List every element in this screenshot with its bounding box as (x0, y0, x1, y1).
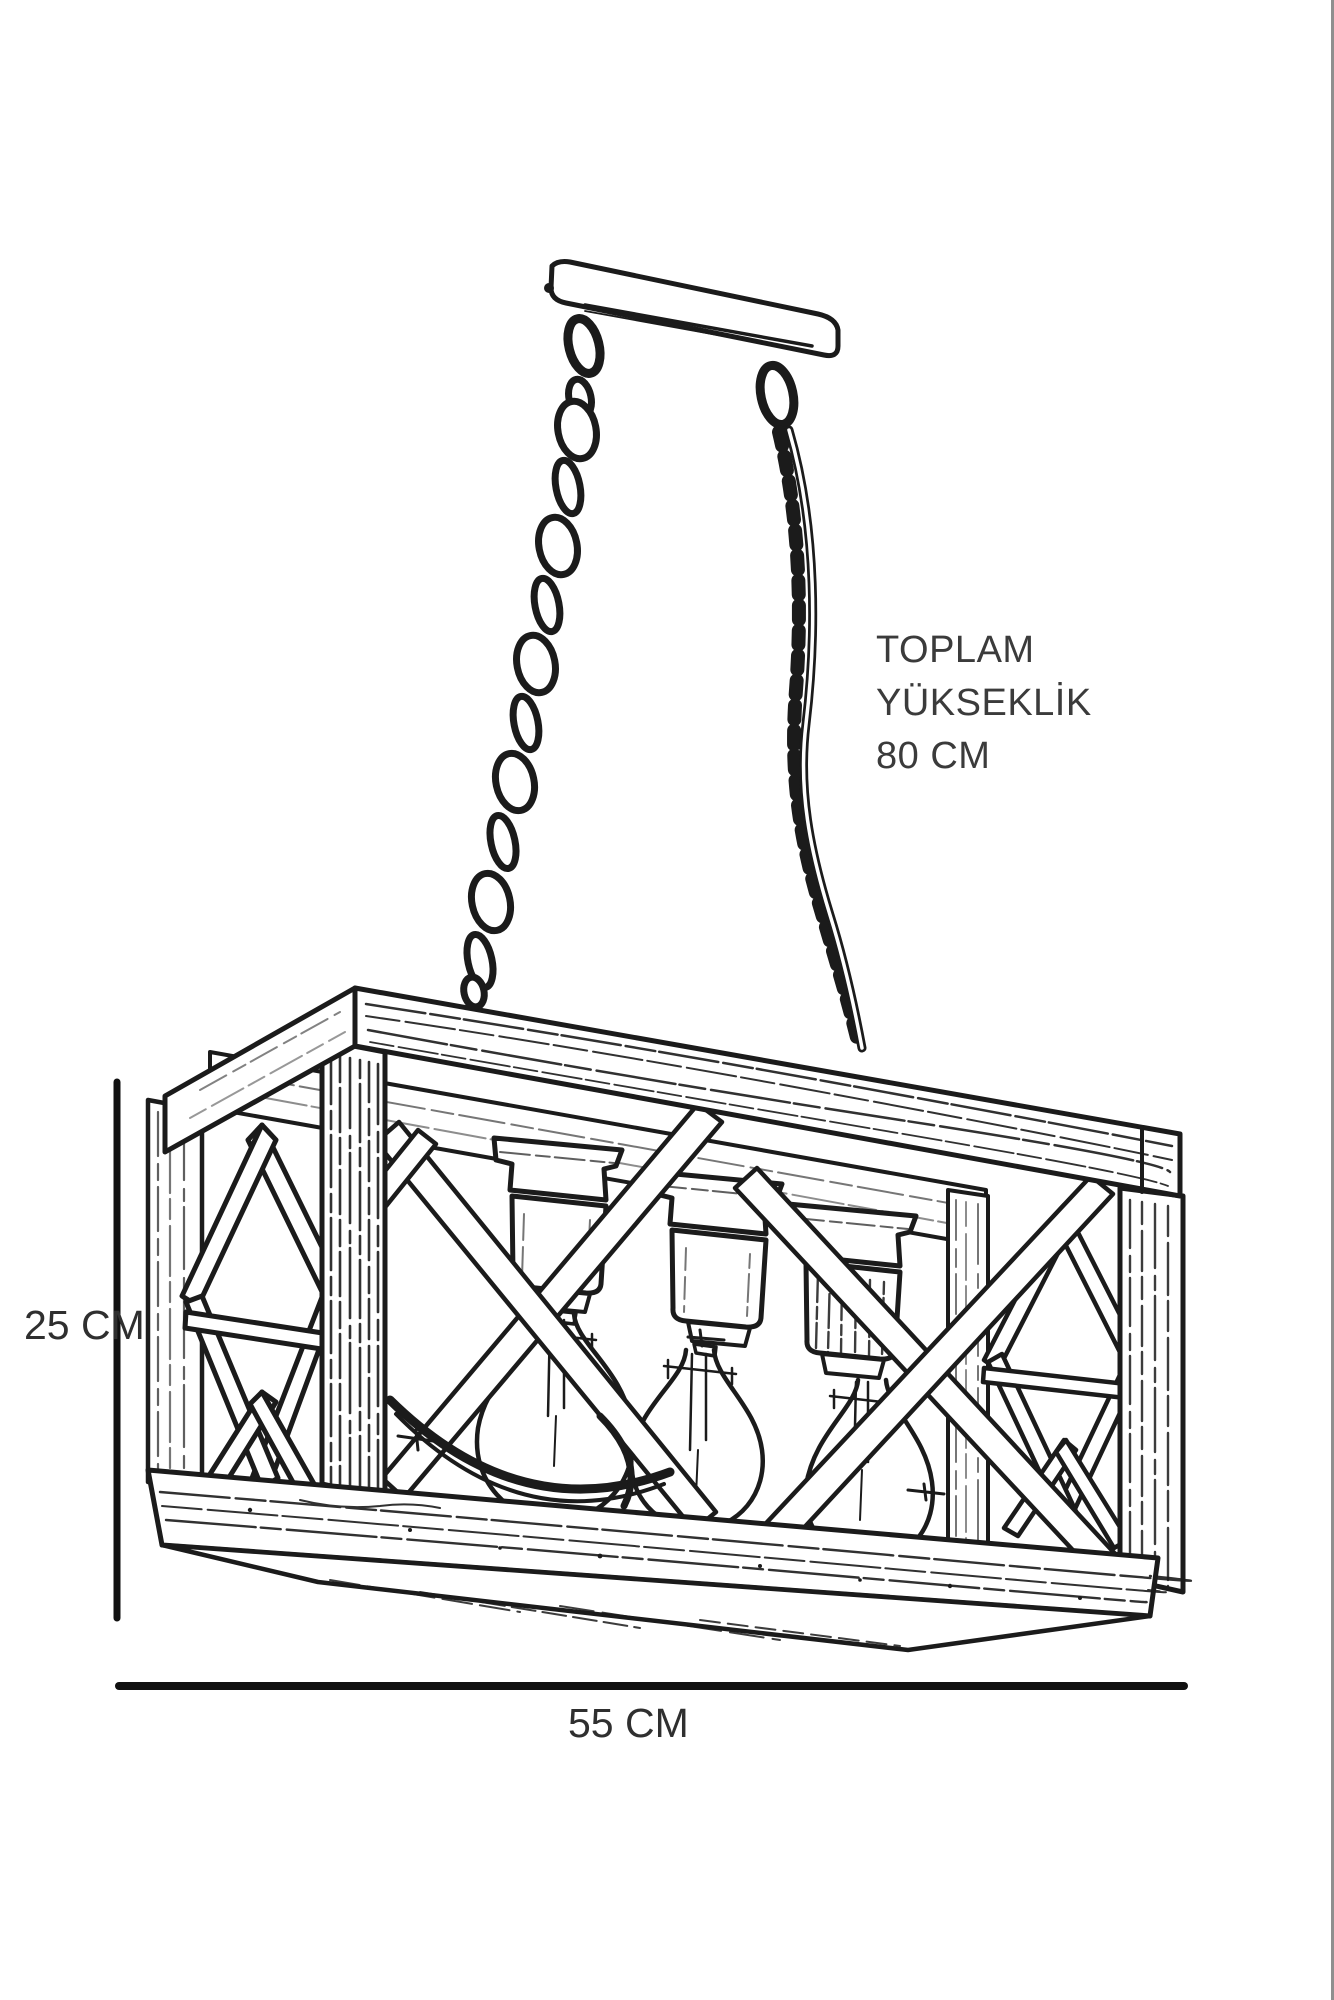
canopy-screw (544, 283, 554, 293)
canopy-right-loop (755, 362, 799, 427)
left-chain (461, 377, 601, 1009)
right-cable (779, 430, 862, 1048)
front-right-post (1120, 1188, 1183, 1592)
front-left-post (322, 1040, 385, 1498)
total-height-annotation (876, 624, 1092, 783)
total-height-line-2: YÜKSEKLİK (876, 682, 1092, 724)
total-height-line-1: TOPLAM (876, 629, 1035, 671)
right-chain-links (779, 432, 858, 1042)
box-height-label: 25 CM (24, 1302, 145, 1348)
box-width-label: 55 CM (568, 1700, 689, 1746)
canopy-left-loop (563, 315, 606, 377)
total-height-line-3: 80 CM (876, 735, 991, 777)
